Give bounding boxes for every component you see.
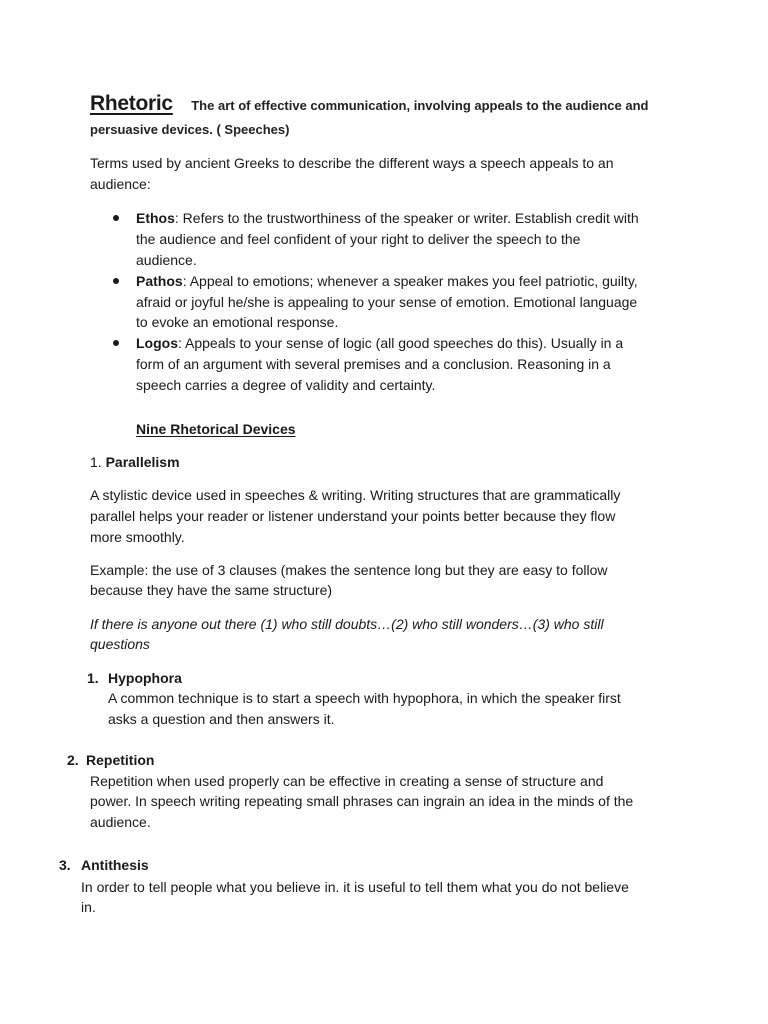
device-title-antithesis: Antithesis: [81, 857, 149, 873]
page-title: Rhetoric: [90, 92, 173, 115]
appeal-term: Pathos: [136, 273, 183, 289]
appeal-line: to evoke an emotional response.: [136, 314, 339, 330]
title-definition: The art of effective communication, involving appeals to the audience and: [191, 98, 649, 113]
device-number: 3.: [59, 857, 71, 873]
device-title-hypophora: Hypophora: [108, 670, 182, 686]
example-line: Example: the use of 3 clauses (makes the sentence long but they are easy to follow: [90, 562, 608, 578]
appeal-line: [136, 208, 686, 229]
appeal-line: [136, 271, 686, 292]
title-line: [90, 92, 649, 117]
paragraph-line: A common technique is to start a speech with hypophora, in which the speaker first: [108, 690, 621, 706]
section-heading: Nine Rhetorical Devices: [136, 421, 296, 437]
bullet-icon: [113, 278, 119, 284]
device-number: 2.: [67, 752, 79, 768]
appeal-line: audience.: [136, 252, 197, 268]
device-title-repetition: Repetition: [86, 752, 155, 768]
appeal-text: : Appeals to your sense of logic (all good speeches do this). Usually in a: [178, 335, 624, 351]
appeal-line: the audience and feel confident of your right to deliver the speech to the: [136, 231, 581, 247]
device-number: 1.: [87, 670, 99, 686]
device-heading-parallelism: [90, 452, 180, 473]
appeal-text: : Refers to the trustworthiness of the speaker or writer. Establish credit with: [174, 210, 639, 226]
appeal-line: afraid or joyful he/she is appealing to your sense of emotion. Emotional language: [136, 294, 638, 310]
appeal-term: Ethos: [136, 210, 175, 226]
quote-line: If there is anyone out there (1) who still doubts…(2) who still wonders…(3) who still: [90, 616, 604, 632]
device-number: 1.: [90, 454, 102, 470]
intro-line: audience:: [90, 176, 151, 192]
paragraph-line: In order to tell people what you believe in. it is useful to tell them what you do not believe: [81, 879, 629, 895]
appeal-line: [136, 333, 686, 354]
bullet-icon: [113, 340, 119, 346]
paragraph-line: parallel helps your reader or listener understand your points better because they flow: [90, 508, 616, 524]
intro-line: Terms used by ancient Greeks to describe the different ways a speech appeals to an: [90, 155, 614, 171]
example-line: because they have the same structure): [90, 582, 333, 598]
appeal-text: : Appeal to emotions; whenever a speaker makes you feel patriotic, guilty,: [182, 273, 638, 289]
appeal-line: form of an argument with several premises and a conclusion. Reasoning in a: [136, 356, 611, 372]
device-title: Parallelism: [105, 454, 180, 470]
paragraph-line: A stylistic device used in speeches & writing. Writing structures that are grammatically: [90, 487, 621, 503]
quote-line: questions: [90, 636, 150, 652]
appeal-line: speech carries a degree of validity and certainty.: [136, 377, 436, 393]
title-definition-cont: persuasive devices. ( Speeches): [90, 122, 290, 137]
appeal-term: Logos: [136, 335, 178, 351]
paragraph-line: asks a question and then answers it.: [108, 711, 335, 727]
bullet-icon: [113, 215, 119, 221]
paragraph-line: Repetition when used properly can be effective in creating a sense of structure and: [90, 773, 604, 789]
paragraph-line: power. In speech writing repeating small phrases can ingrain an idea in the minds of the: [90, 793, 634, 809]
paragraph-line: in.: [81, 899, 96, 915]
paragraph-line: audience.: [90, 814, 151, 830]
paragraph-line: more smoothly.: [90, 529, 185, 545]
